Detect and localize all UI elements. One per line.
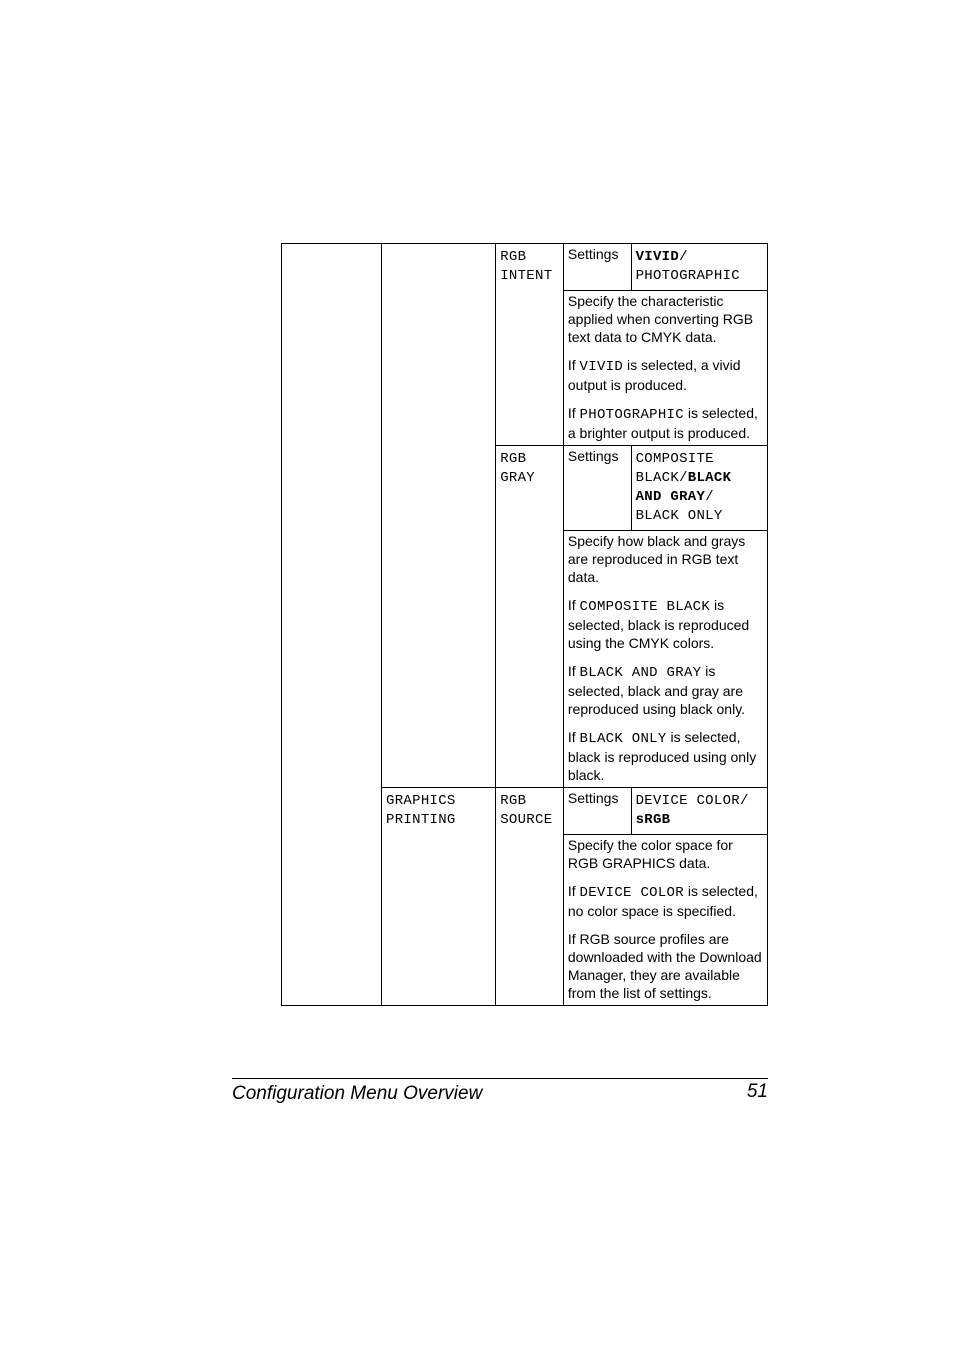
description-summary: Specify the characteristic applied when converting RGB text data to CMYK data. <box>567 293 754 345</box>
settings-label: Settings <box>567 790 619 806</box>
description-paragraph: If COMPOSITE BLACK is selected, black is reproduced using the CMYK colors. <box>567 597 750 651</box>
description-paragraph: If PHOTOGRAPHIC is selected, a brighter output is produced. <box>567 405 758 441</box>
description <box>564 291 767 445</box>
separator: / <box>679 249 688 265</box>
description-cell <box>563 835 767 1006</box>
description-paragraph: If DEVICE COLOR is selected, no color space is specified. <box>567 883 758 919</box>
default-value: sRGB <box>635 812 671 828</box>
default-value: AND GRAY <box>635 489 706 505</box>
value-option: BLACK ONLY <box>635 508 723 524</box>
settings-values-cell <box>631 788 767 835</box>
description-cell <box>563 291 767 446</box>
menu-level-2-cell <box>382 244 496 788</box>
key-line: INTENT <box>500 268 553 284</box>
group-line: PRINTING <box>386 812 456 828</box>
description-paragraph: If BLACK ONLY is selected, black is reproduced using only black. <box>567 729 757 783</box>
value-option: COMPOSITE <box>635 451 714 467</box>
value-option: BLACK <box>635 470 680 486</box>
rgb-gray-key <box>496 446 564 788</box>
key-line: RGB <box>500 793 527 809</box>
settings-values <box>632 788 767 834</box>
key-line: GRAY <box>500 470 535 486</box>
description-paragraph: If RGB source profiles are downloaded with the Download Manager, they are available from the list of settings. <box>567 931 762 1001</box>
settings-label-cell <box>563 446 631 531</box>
row-rgb-intent-settings <box>282 244 768 291</box>
separator: / <box>705 489 714 505</box>
settings-values-cell <box>631 244 767 291</box>
settings-label: Settings <box>567 246 619 262</box>
description-paragraph: If VIVID is selected, a vivid output is produced. <box>567 357 741 393</box>
settings-values <box>632 244 767 290</box>
settings-values-cell <box>631 446 767 531</box>
settings-label: Settings <box>567 448 619 464</box>
key-line: RGB <box>500 451 527 467</box>
settings-values <box>632 446 767 530</box>
key-line: SOURCE <box>500 812 553 828</box>
value-option: PHOTOGRAPHIC <box>635 268 740 284</box>
description <box>564 531 767 787</box>
separator: / <box>679 470 688 486</box>
graphics-printing-group <box>382 788 496 1006</box>
key-line: RGB <box>500 249 527 265</box>
default-value: VIVID <box>635 249 680 265</box>
footer-divider <box>232 1078 768 1079</box>
description-summary: Specify the color space for RGB GRAPHICS data. <box>567 837 733 871</box>
rgb-source-key <box>496 788 564 1006</box>
settings-label-cell <box>563 244 631 291</box>
description <box>564 835 767 1005</box>
description-paragraph: If BLACK AND GRAY is selected, black and gray are reproduced using black only. <box>567 663 746 717</box>
default-value: BLACK <box>687 470 732 486</box>
separator: / <box>739 793 749 809</box>
group-line: GRAPHICS <box>386 793 456 809</box>
menu-level-1-cell <box>282 244 382 1006</box>
configuration-menu-table <box>281 243 768 1006</box>
page-number: 51 <box>746 1081 768 1102</box>
value-option: DEVICE COLOR <box>635 793 740 809</box>
rgb-intent-key <box>496 244 564 446</box>
description-cell <box>563 531 767 788</box>
settings-label-cell <box>563 788 631 835</box>
footer-title: Configuration Menu Overview <box>232 1083 483 1104</box>
description-summary: Specify how black and grays are reproduced in RGB text data. <box>567 533 746 585</box>
